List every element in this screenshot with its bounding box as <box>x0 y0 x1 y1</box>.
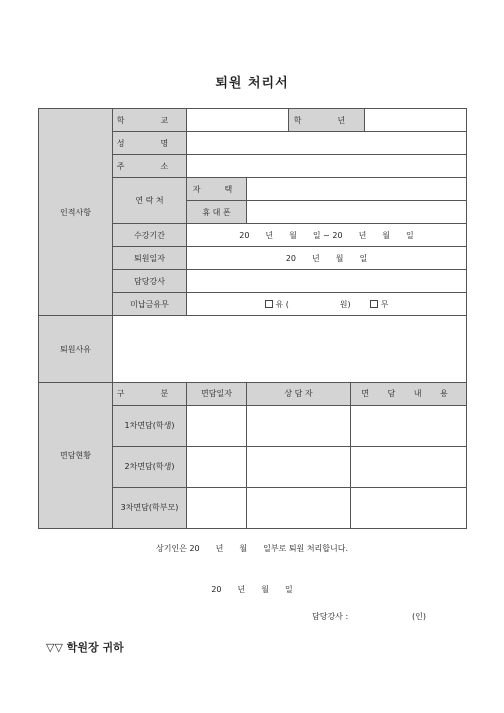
section-reason-label: 퇴원사유 <box>39 316 113 382</box>
unpaid-no-label: 무 <box>380 299 389 309</box>
consult-counselor-cell[interactable] <box>247 446 351 487</box>
study-period-field[interactable]: 20 년 월 일 ~ 20 년 월 일 <box>187 224 467 247</box>
consult-content-cell[interactable] <box>351 487 467 528</box>
grade-label: 학 년 <box>289 109 365 132</box>
consult-row-label: 2차면담(학생) <box>113 446 187 487</box>
instructor-label: 담당강사 <box>113 270 187 293</box>
consult-header-type: 구 분 <box>113 382 187 405</box>
study-period-label: 수강기간 <box>113 224 187 247</box>
page-title: 퇴원 처리서 <box>215 76 289 91</box>
home-phone-label: 자 택 <box>187 178 247 201</box>
consult-counselor-cell[interactable] <box>247 487 351 528</box>
consult-counselor-cell[interactable] <box>247 405 351 446</box>
unpaid-yes-label: 유 ( 원) <box>275 299 351 309</box>
consult-date-cell[interactable] <box>187 487 247 528</box>
signature-line <box>312 611 432 622</box>
mobile-label: 휴 대 폰 <box>187 201 247 224</box>
name-field[interactable] <box>187 132 467 155</box>
school-label: 학 교 <box>113 109 187 132</box>
section-personal-label: 인적사항 <box>39 109 113 316</box>
consult-row-label: 1차면담(학생) <box>113 405 187 446</box>
unpaid-field <box>187 293 467 316</box>
instructor-field[interactable] <box>187 270 467 293</box>
home-phone-field[interactable] <box>247 178 467 201</box>
consult-row-label: 3차면담(학부모) <box>113 487 187 528</box>
section-consult-label: 면담현황 <box>39 382 113 528</box>
address-field[interactable] <box>187 155 467 178</box>
consult-content-cell[interactable] <box>351 446 467 487</box>
signature-label: 담당강사 : <box>312 612 349 621</box>
reason-field[interactable] <box>113 316 467 382</box>
withdraw-date-label: 퇴원일자 <box>113 247 187 270</box>
issue-date-line: 20 년 월 일 <box>211 585 293 594</box>
unpaid-no-checkbox[interactable] <box>370 300 378 308</box>
mobile-field[interactable] <box>247 201 467 224</box>
consult-header-counselor: 상 담 자 <box>247 382 351 405</box>
withdrawal-statement: 상기인은 20 년 월 일부로 퇴원 처리합니다. <box>156 544 348 553</box>
consult-date-cell[interactable] <box>187 446 247 487</box>
seal-mark: (인) <box>412 612 426 621</box>
withdrawal-form-table <box>38 108 467 529</box>
withdraw-date-field[interactable]: 20 년 월 일 <box>187 247 467 270</box>
unpaid-label: 미납금유무 <box>113 293 187 316</box>
consult-content-cell[interactable] <box>351 405 467 446</box>
school-field[interactable] <box>187 109 289 132</box>
grade-field[interactable] <box>365 109 467 132</box>
address-label: 주 소 <box>113 155 187 178</box>
consult-header-date: 면담일자 <box>187 382 247 405</box>
unpaid-yes-checkbox[interactable] <box>265 300 273 308</box>
addressee: ▽▽ 학원장 귀하 <box>46 641 124 654</box>
contact-label: 연 락 처 <box>113 178 187 224</box>
consult-header-content: 면 담 내 용 <box>351 382 467 405</box>
consult-date-cell[interactable] <box>187 405 247 446</box>
name-label: 성 명 <box>113 132 187 155</box>
